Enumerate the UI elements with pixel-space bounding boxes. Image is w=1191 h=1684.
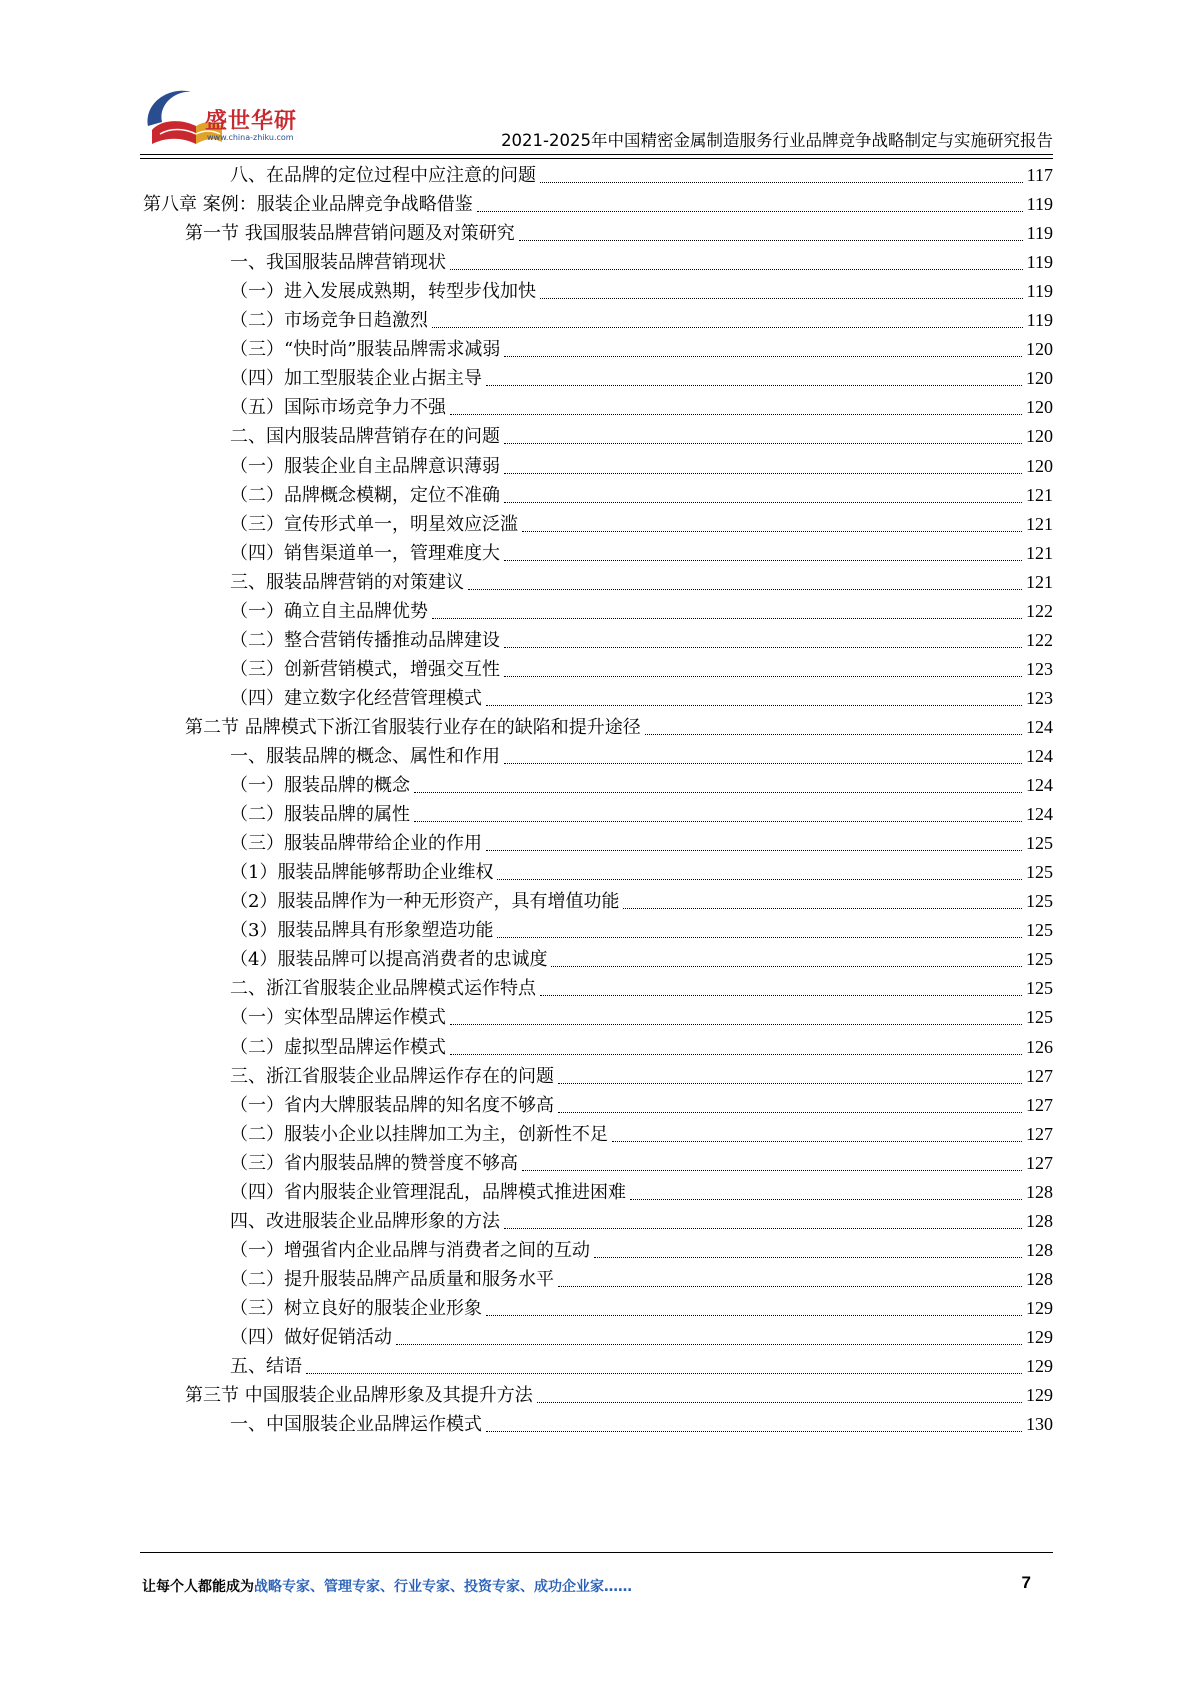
toc-entry[interactable] bbox=[143, 189, 1053, 220]
toc-entry-page: 129 bbox=[1026, 1356, 1053, 1377]
toc-entry-page: 121 bbox=[1026, 542, 1053, 563]
toc-entry-page: 125 bbox=[1026, 1007, 1053, 1028]
toc-entry[interactable] bbox=[230, 1293, 1053, 1324]
toc-entry-page: 124 bbox=[1026, 775, 1053, 796]
toc-dot-leader bbox=[630, 1199, 1022, 1200]
toc-entry-page: 122 bbox=[1026, 629, 1053, 650]
toc-entry[interactable] bbox=[230, 480, 1053, 511]
header-divider-thin bbox=[140, 158, 1053, 159]
toc-entry-page: 125 bbox=[1026, 920, 1053, 941]
toc-entry-page: 123 bbox=[1026, 687, 1053, 708]
toc-dot-leader bbox=[486, 1431, 1022, 1432]
toc-entry[interactable] bbox=[230, 421, 1053, 452]
toc-entry-title: 二、国内服装品牌营销存在的问题 bbox=[230, 426, 500, 448]
toc-dot-leader bbox=[522, 531, 1022, 532]
toc-dot-leader bbox=[558, 1286, 1022, 1287]
toc-entry-page: 125 bbox=[1026, 978, 1053, 999]
report-title: 2021-2025年中国精密金属制造服务行业品牌竞争战略制定与实施研究报告 bbox=[501, 131, 1053, 150]
toc-entry-title: （1）服装品牌能够帮助企业维权 bbox=[230, 862, 494, 884]
toc-dot-leader bbox=[504, 676, 1022, 677]
toc-entry-title: （三）宣传形式单一，明星效应泛滥 bbox=[230, 513, 518, 535]
toc-dot-leader bbox=[504, 473, 1022, 474]
logo-url: www.china-zhiku.com bbox=[207, 133, 294, 142]
toc-dot-leader bbox=[504, 763, 1022, 764]
toc-entry[interactable] bbox=[230, 1119, 1053, 1150]
toc-entry-title: （一）实体型品牌运作模式 bbox=[230, 1007, 446, 1029]
toc-entry[interactable] bbox=[230, 1090, 1053, 1121]
toc-dot-leader bbox=[450, 1054, 1022, 1055]
toc-dot-leader bbox=[612, 1141, 1022, 1142]
toc-entry-page: 119 bbox=[1026, 310, 1053, 331]
toc-entry[interactable] bbox=[230, 973, 1053, 1004]
toc-entry-title: 二、浙江省服装企业品牌模式运作特点 bbox=[230, 978, 536, 1000]
toc-entry-page: 119 bbox=[1026, 281, 1053, 302]
toc-dot-leader bbox=[414, 792, 1022, 793]
toc-entry-page: 120 bbox=[1026, 426, 1053, 447]
toc-entry-page: 121 bbox=[1026, 513, 1053, 534]
toc-entry-title: 八、在品牌的定位过程中应注意的问题 bbox=[230, 165, 536, 186]
toc-dot-leader bbox=[594, 1257, 1022, 1258]
page-number: 7 bbox=[1021, 1573, 1031, 1592]
toc-entry-page: 127 bbox=[1026, 1152, 1053, 1173]
toc-dot-leader bbox=[432, 618, 1022, 619]
toc-dot-leader bbox=[486, 705, 1022, 706]
toc-dot-leader bbox=[450, 269, 1023, 270]
toc-entry[interactable] bbox=[230, 654, 1053, 685]
toc-entry[interactable] bbox=[230, 305, 1053, 336]
toc-entry-title: （三）树立良好的服装企业形象 bbox=[230, 1297, 482, 1319]
toc-dot-leader bbox=[504, 560, 1022, 561]
toc-entry[interactable] bbox=[185, 1380, 1053, 1411]
toc-dot-leader bbox=[540, 182, 1023, 183]
toc-dot-leader bbox=[540, 298, 1023, 299]
toc-entry-page: 117 bbox=[1026, 165, 1053, 185]
toc-entry-title: （四）销售渠道单一，管理难度大 bbox=[230, 542, 500, 564]
toc-entry-title: 四、改进服装企业品牌形象的方法 bbox=[230, 1210, 500, 1232]
toc-entry-page: 119 bbox=[1026, 223, 1053, 244]
toc-entry[interactable] bbox=[230, 1322, 1053, 1353]
toc-dot-leader bbox=[414, 821, 1022, 822]
toc-entry-page: 129 bbox=[1026, 1385, 1053, 1406]
toc-entry[interactable] bbox=[230, 276, 1053, 307]
toc-entry-page: 127 bbox=[1026, 1065, 1053, 1086]
toc-entry[interactable] bbox=[230, 1177, 1053, 1208]
toc-entry-title: 第三节 中国服装企业品牌形象及其提升方法 bbox=[185, 1385, 533, 1407]
toc-dot-leader bbox=[497, 879, 1022, 880]
toc-entry-page: 126 bbox=[1026, 1036, 1053, 1057]
toc-entry[interactable] bbox=[230, 1206, 1053, 1237]
toc-entry-page: 129 bbox=[1026, 1327, 1053, 1347]
toc-dot-leader bbox=[540, 995, 1022, 996]
toc-entry-title: （四）省内服装企业管理混乱，品牌模式推进困难 bbox=[230, 1181, 626, 1203]
toc-entry-page: 120 bbox=[1026, 368, 1053, 389]
toc-entry-page: 129 bbox=[1026, 1297, 1053, 1318]
toc-entry-page: 127 bbox=[1026, 1094, 1053, 1115]
toc-entry-title: 五、结语 bbox=[230, 1356, 302, 1378]
toc-entry[interactable] bbox=[185, 218, 1053, 249]
toc-entry-title: （三）省内服装品牌的赞誉度不够高 bbox=[230, 1152, 518, 1174]
toc-entry-page: 119 bbox=[1026, 252, 1053, 273]
toc-entry-page: 128 bbox=[1026, 1181, 1053, 1202]
toc-entry-title: 第一节 我国服装品牌营销问题及对策研究 bbox=[185, 223, 515, 245]
toc-entry-page: 124 bbox=[1026, 746, 1053, 766]
toc-entry-title: （二）服装小企业以挂牌加工为主，创新性不足 bbox=[230, 1123, 608, 1145]
toc-entry-title: （二）整合营销传播推动品牌建设 bbox=[230, 629, 500, 651]
toc-entry-title: （一）服装企业自主品牌意识薄弱 bbox=[230, 455, 500, 477]
toc-entry[interactable] bbox=[230, 334, 1053, 365]
toc-entry-title: （四）建立数字化经营管理模式 bbox=[230, 687, 482, 709]
toc-entry[interactable] bbox=[230, 857, 1053, 888]
toc-dot-leader bbox=[558, 1112, 1022, 1113]
toc-dot-leader bbox=[504, 647, 1022, 648]
toc-entry-title: （二）服装品牌的属性 bbox=[230, 804, 410, 826]
toc-entry[interactable] bbox=[230, 1061, 1053, 1092]
toc-dot-leader bbox=[623, 908, 1022, 909]
toc-entry[interactable] bbox=[230, 1264, 1053, 1295]
toc-entry-page: 125 bbox=[1026, 833, 1053, 854]
logo-name: 盛世华研 bbox=[205, 109, 298, 134]
toc-entry-page: 120 bbox=[1026, 339, 1053, 360]
toc-dot-leader bbox=[486, 385, 1022, 386]
toc-entry[interactable] bbox=[230, 596, 1053, 627]
toc-entry[interactable] bbox=[230, 1409, 1053, 1440]
toc-entry[interactable] bbox=[230, 828, 1053, 859]
toc-dot-leader bbox=[519, 240, 1023, 241]
toc-entry[interactable] bbox=[230, 683, 1053, 714]
toc-dot-leader bbox=[504, 356, 1022, 357]
toc-entry[interactable] bbox=[230, 538, 1053, 569]
toc-dot-leader bbox=[522, 1170, 1022, 1171]
toc-entry[interactable] bbox=[230, 1351, 1053, 1382]
toc-entry[interactable] bbox=[185, 712, 1053, 743]
toc-entry[interactable] bbox=[230, 770, 1053, 801]
toc-entry-title: 一、我国服装品牌营销现状 bbox=[230, 252, 446, 274]
toc-dot-leader bbox=[504, 502, 1022, 503]
toc-entry-title: （二）虚拟型品牌运作模式 bbox=[230, 1036, 446, 1058]
toc-entry-title: （一）服装品牌的概念 bbox=[230, 775, 410, 797]
header-divider bbox=[140, 154, 1053, 155]
footer-slogan bbox=[142, 1576, 632, 1596]
toc-dot-leader bbox=[486, 1315, 1022, 1316]
toc-entry-page: 124 bbox=[1026, 716, 1053, 737]
toc-dot-leader bbox=[432, 327, 1023, 328]
toc-entry-page: 127 bbox=[1026, 1123, 1053, 1144]
toc-entry[interactable] bbox=[230, 392, 1053, 423]
toc-entry-page: 120 bbox=[1026, 397, 1053, 418]
toc-entry-page: 124 bbox=[1026, 804, 1053, 825]
toc-entry-title: （四）做好促销活动 bbox=[230, 1327, 392, 1348]
toc-entry[interactable] bbox=[230, 741, 1053, 772]
toc-entry-title: （三）创新营销模式，增强交互性 bbox=[230, 658, 500, 680]
toc-entry-title: 一、中国服装企业品牌运作模式 bbox=[230, 1414, 482, 1436]
toc-dot-leader bbox=[450, 414, 1022, 415]
toc-entry-title: （三）服装品牌带给企业的作用 bbox=[230, 833, 482, 855]
toc-entry[interactable] bbox=[230, 625, 1053, 656]
toc-entry[interactable] bbox=[230, 509, 1053, 540]
toc-entry-page: 128 bbox=[1026, 1268, 1053, 1289]
toc-entry-title: （3）服装品牌具有形象塑造功能 bbox=[230, 920, 494, 942]
toc-entry[interactable] bbox=[230, 160, 1053, 191]
toc-entry-title: （二）提升服装品牌产品质量和服务水平 bbox=[230, 1268, 554, 1290]
toc-entry-title: 三、服装品牌营销的对策建议 bbox=[230, 571, 464, 593]
toc-entry-title: 第八章 案例：服装企业品牌竞争战略借鉴 bbox=[143, 194, 473, 216]
toc-entry[interactable] bbox=[230, 1032, 1053, 1063]
toc-entry-title: （一）省内大牌服装品牌的知名度不够高 bbox=[230, 1094, 554, 1116]
toc-entry[interactable] bbox=[230, 567, 1053, 598]
footer-slogan-highlight: 战略专家、管理专家、行业专家、投资专家、成功企业家…… bbox=[254, 1579, 632, 1595]
toc-dot-leader bbox=[551, 966, 1022, 967]
toc-entry[interactable] bbox=[230, 363, 1053, 394]
toc-entry-title: （一）进入发展成熟期，转型步伐加快 bbox=[230, 281, 536, 303]
toc-entry-page: 121 bbox=[1026, 571, 1053, 592]
toc-entry-title: （四）加工型服装企业占据主导 bbox=[230, 368, 482, 390]
toc-entry[interactable] bbox=[230, 799, 1053, 830]
toc-dot-leader bbox=[450, 1024, 1022, 1025]
toc-dot-leader bbox=[558, 1083, 1022, 1084]
toc-entry[interactable] bbox=[230, 1148, 1053, 1179]
toc-entry-title: （4）服装品牌可以提高消费者的忠诚度 bbox=[230, 949, 548, 971]
toc-entry-page: 130 bbox=[1026, 1414, 1053, 1435]
footer-divider bbox=[140, 1552, 1053, 1553]
toc-entry-title: 第二节 品牌模式下浙江省服装行业存在的缺陷和提升途径 bbox=[185, 716, 641, 738]
toc-dot-leader bbox=[477, 211, 1023, 212]
toc-entry-title: （一）确立自主品牌优势 bbox=[230, 600, 428, 622]
toc-entry-page: 128 bbox=[1026, 1210, 1053, 1231]
toc-dot-leader bbox=[497, 937, 1022, 938]
toc-dot-leader bbox=[306, 1373, 1022, 1374]
toc-dot-leader bbox=[537, 1402, 1022, 1403]
toc-dot-leader bbox=[396, 1344, 1022, 1345]
toc-entry[interactable] bbox=[230, 886, 1053, 917]
toc-entry-page: 119 bbox=[1026, 194, 1053, 215]
toc-entry-title: （二）市场竞争日趋激烈 bbox=[230, 310, 428, 332]
toc-entry[interactable] bbox=[230, 1002, 1053, 1033]
toc-entry-title: （五）国际市场竞争力不强 bbox=[230, 397, 446, 419]
toc-entry-title: 三、浙江省服装企业品牌运作存在的问题 bbox=[230, 1065, 554, 1087]
toc-entry-title: （三）“快时尚”服装品牌需求减弱 bbox=[230, 339, 501, 361]
toc-entry[interactable] bbox=[230, 451, 1053, 482]
toc-dot-leader bbox=[504, 1228, 1022, 1229]
toc-entry-page: 123 bbox=[1026, 658, 1053, 679]
toc-entry-page: 122 bbox=[1026, 600, 1053, 621]
toc-entry-page: 120 bbox=[1026, 455, 1053, 476]
toc-entry[interactable] bbox=[230, 915, 1053, 946]
toc-entry-title: （一）增强省内企业品牌与消费者之间的互动 bbox=[230, 1239, 590, 1261]
toc-entry-page: 121 bbox=[1026, 484, 1053, 505]
toc-dot-leader bbox=[645, 734, 1022, 735]
toc-entry-title: 一、服装品牌的概念、属性和作用 bbox=[230, 746, 500, 767]
toc-entry-page: 125 bbox=[1026, 949, 1053, 970]
footer-slogan-prefix: 让每个人都能成为 bbox=[142, 1579, 254, 1595]
toc-dot-leader bbox=[486, 850, 1022, 851]
toc-entry-page: 128 bbox=[1026, 1239, 1053, 1260]
toc-entry-title: （2）服装品牌作为一种无形资产，具有增值功能 bbox=[230, 891, 620, 913]
toc-dot-leader bbox=[468, 589, 1022, 590]
toc-dot-leader bbox=[504, 443, 1022, 444]
toc-entry[interactable] bbox=[230, 944, 1053, 975]
toc-entry-page: 125 bbox=[1026, 862, 1053, 883]
toc-entry-page: 125 bbox=[1026, 891, 1053, 912]
toc-entry-title: （二）品牌概念模糊，定位不准确 bbox=[230, 484, 500, 506]
toc-entry[interactable] bbox=[230, 1235, 1053, 1266]
toc-entry[interactable] bbox=[230, 247, 1053, 278]
